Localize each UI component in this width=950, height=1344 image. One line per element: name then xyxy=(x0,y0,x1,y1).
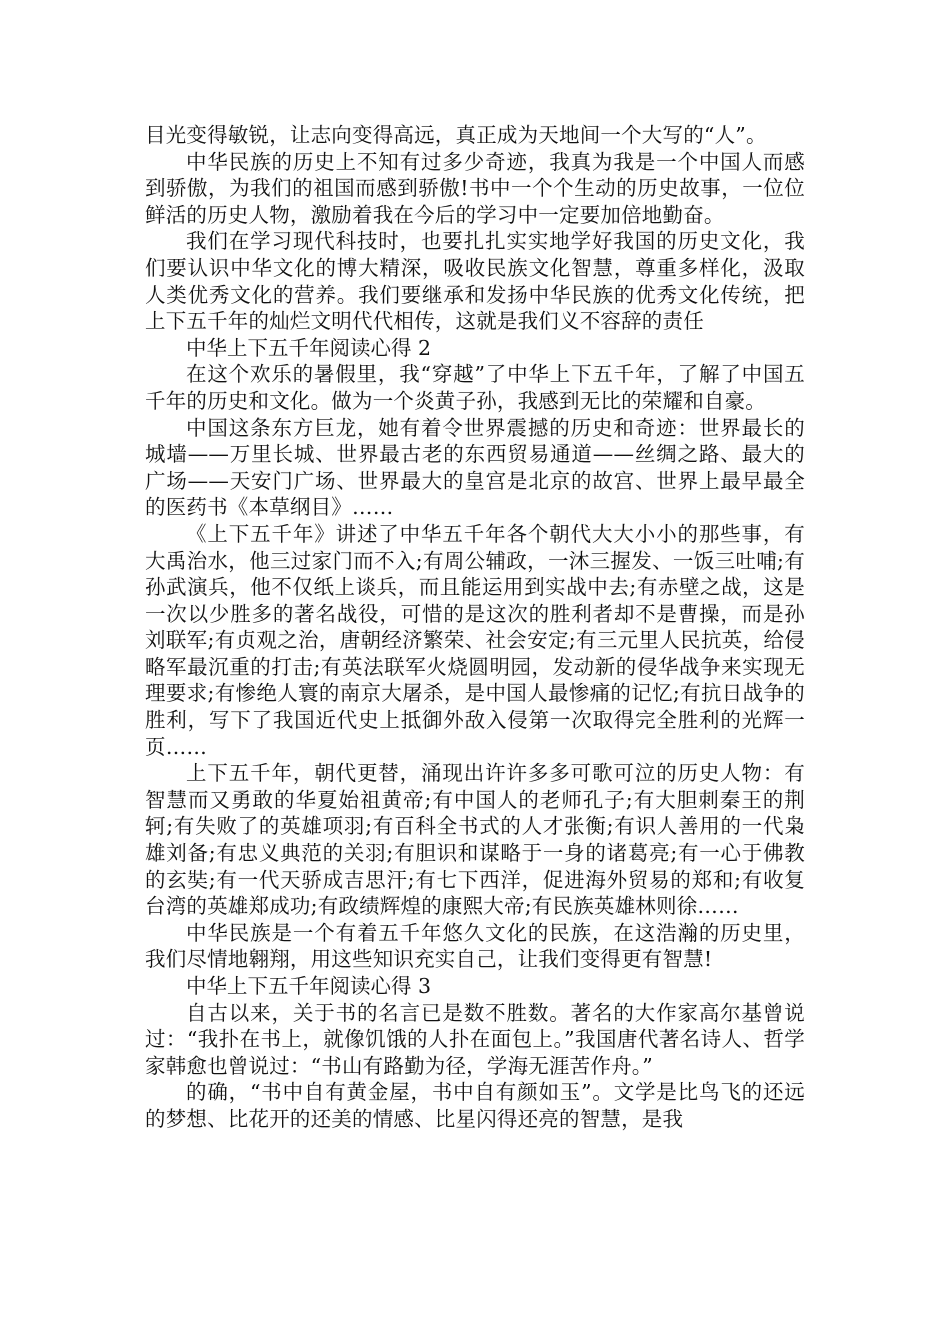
paragraph-dragon: 中国这条东方巨龙，她有着令世界震撼的历史和奇迹：世界最长的城墙——万里长城、世界最古老的东西贸易通道——丝绸之路、最大的广场——天安门广场、世界最大的皇宫是北京的故宫、世界上最早最全的医药书《本草纲目》…… xyxy=(145,415,805,520)
paragraph-continuation: 目光变得敏锐，让志向变得高远，真正成为天地间一个大写的“人”。 xyxy=(145,123,767,147)
paragraph-summer: 在这个欢乐的暑假里，我“穿越”了中华上下五千年，了解了中国五千年的历史和文化。做为一个炎黄子孙，我感到无比的荣耀和自豪。 xyxy=(145,362,805,413)
paragraph-figures: 上下五千年，朝代更替，涌现出许许多多可歌可泣的历史人物：有智慧而又勇敢的华夏始祖黄帝;有中国人的老师孔子;有大胆刺秦王的荆轲;有失败了的英雄项羽;有百科全书式的人才张衡;有识人善用的一代枭雄刘备;有忠义典范的关羽;有胆识和谋略于一身的诸葛亮;有一心于佛教的玄奘;有一代天骄成吉思汗;有七下西洋，促进海外贸易的郑和;有收复台湾的英雄郑成功;有政绩辉煌的康熙大帝;有民族英雄林则徐…… xyxy=(145,761,805,919)
paragraph-heritage: 我们在学习现代科技时，也要扎扎实实地学好我国的历史文化，我们要认识中华文化的博大精深，吸收民族文化智慧，尊重多样化，汲取人类优秀文化的营养。我们要继承和发扬中华民族的优秀文化传统，把上下五千年的灿烂文明代代相传，这就是我们义不容辞的责任 xyxy=(145,229,805,334)
paragraph-quotes: 自古以来，关于书的名言已是数不胜数。著名的大作家高尔基曾说过：“我扑在书上，就像饥饿的人扑在面包上。”我国唐代著名诗人、哲学家韩愈也曾说过：“书山有路勤为径，学海无涯苦作舟。” xyxy=(145,1000,805,1078)
paragraph-wisdom: 中华民族是一个有着五千年悠久文化的民族，在这浩瀚的历史里，我们尽情地翱翔，用这些知识充实自己，让我们变得更有智慧! xyxy=(145,920,805,972)
paragraph-literature: 的确，“书中自有黄金屋，书中自有颜如玉”。文学是比鸟飞的还远的梦想、比花开的还美的情感、比星闪得还亮的智慧，是我 xyxy=(145,1080,805,1131)
paragraph-events: 《上下五千年》讲述了中华五千年各个朝代大大小小的那些事，有大禹治水，他三过家门而不入;有周公辅政，一沐三握发、一饭三吐哺;有孙武演兵，他不仅纸上谈兵，而且能运用到实战中去;有赤壁之战，这是一次以少胜多的著名战役，可惜的是这次的胜利者却不是曹操，而是孙刘联军;有贞观之治，唐朝经济繁荣、社会安定;有三元里人民抗英，给侵略军最沉重的打击;有英法联军火烧圆明园，发动新的侵华战争来实现无理要求;有惨绝人寰的南京大屠杀，是中国人最惨痛的记忆;有抗日战争的胜利，写下了我国近代史上抵御外敌入侵第一次取得完全胜利的光辉一页…… xyxy=(145,521,805,759)
document-page xyxy=(145,122,805,1133)
section-heading-3: 中华上下五千年阅读心得 3 xyxy=(186,974,432,998)
paragraph-pride: 中华民族的历史上不知有过多少奇迹，我真为我是一个中国人而感到骄傲，为我们的祖国而感到骄傲!书中一个个生动的历史故事，一位位鲜活的历史人物，激励着我在今后的学习中一定要加倍地勤奋。 xyxy=(145,149,805,227)
section-heading-2: 中华上下五千年阅读心得 2 xyxy=(186,335,432,360)
